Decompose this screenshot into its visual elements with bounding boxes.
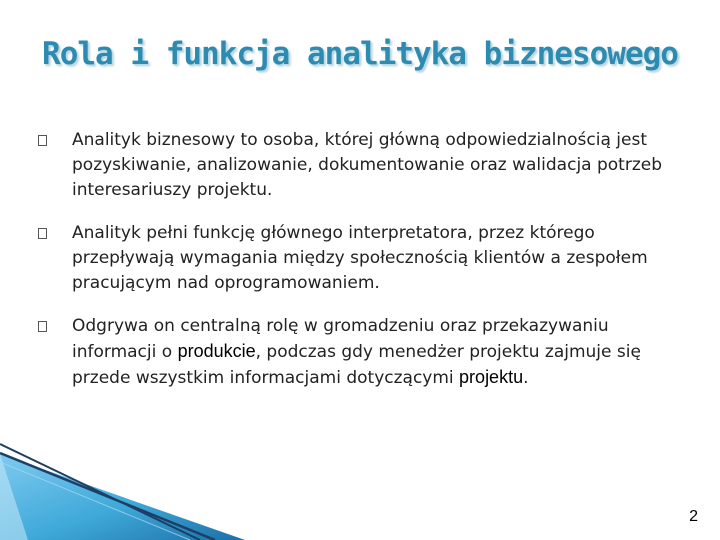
bullet-text: Analityk biznesowy to osoba, której główną odpowiedzialnością jest pozyskiwanie, analizowanie, dokumentowanie oraz walidacja potrzeb interesariuszy projektu. — [72, 130, 663, 200]
bullet-text-part: . — [523, 368, 529, 388]
bullet-text-part: , podczas gdy menedżer projektu zajmuje się przede wszystkim informacjami dotyczącymi — [72, 342, 641, 388]
bullet-text: Analityk pełni funkcję głównego interpretatora, przez którego przepływają wymagania między społecznością klientów a zespołem pracującym nad oprogramowaniem. — [72, 223, 648, 293]
emphasized-word: produkcie — [177, 341, 256, 361]
slide-title: Rola i funkcja analityka biznesowego — [42, 36, 678, 72]
square-bullet-icon — [38, 321, 47, 332]
page-number: 2 — [689, 508, 698, 525]
bullet-item — [38, 314, 678, 391]
bullet-list — [38, 128, 678, 409]
bullet-text-part: Odgrywa on centralną rolę w gromadzeniu oraz przekazywaniu informacji o — [72, 316, 609, 362]
emphasized-word: projektu — [459, 367, 524, 387]
corner-decoration — [0, 440, 260, 540]
bullet-item — [38, 221, 678, 296]
bullet-item — [38, 128, 678, 203]
square-bullet-icon — [38, 228, 47, 239]
square-bullet-icon — [38, 135, 47, 146]
